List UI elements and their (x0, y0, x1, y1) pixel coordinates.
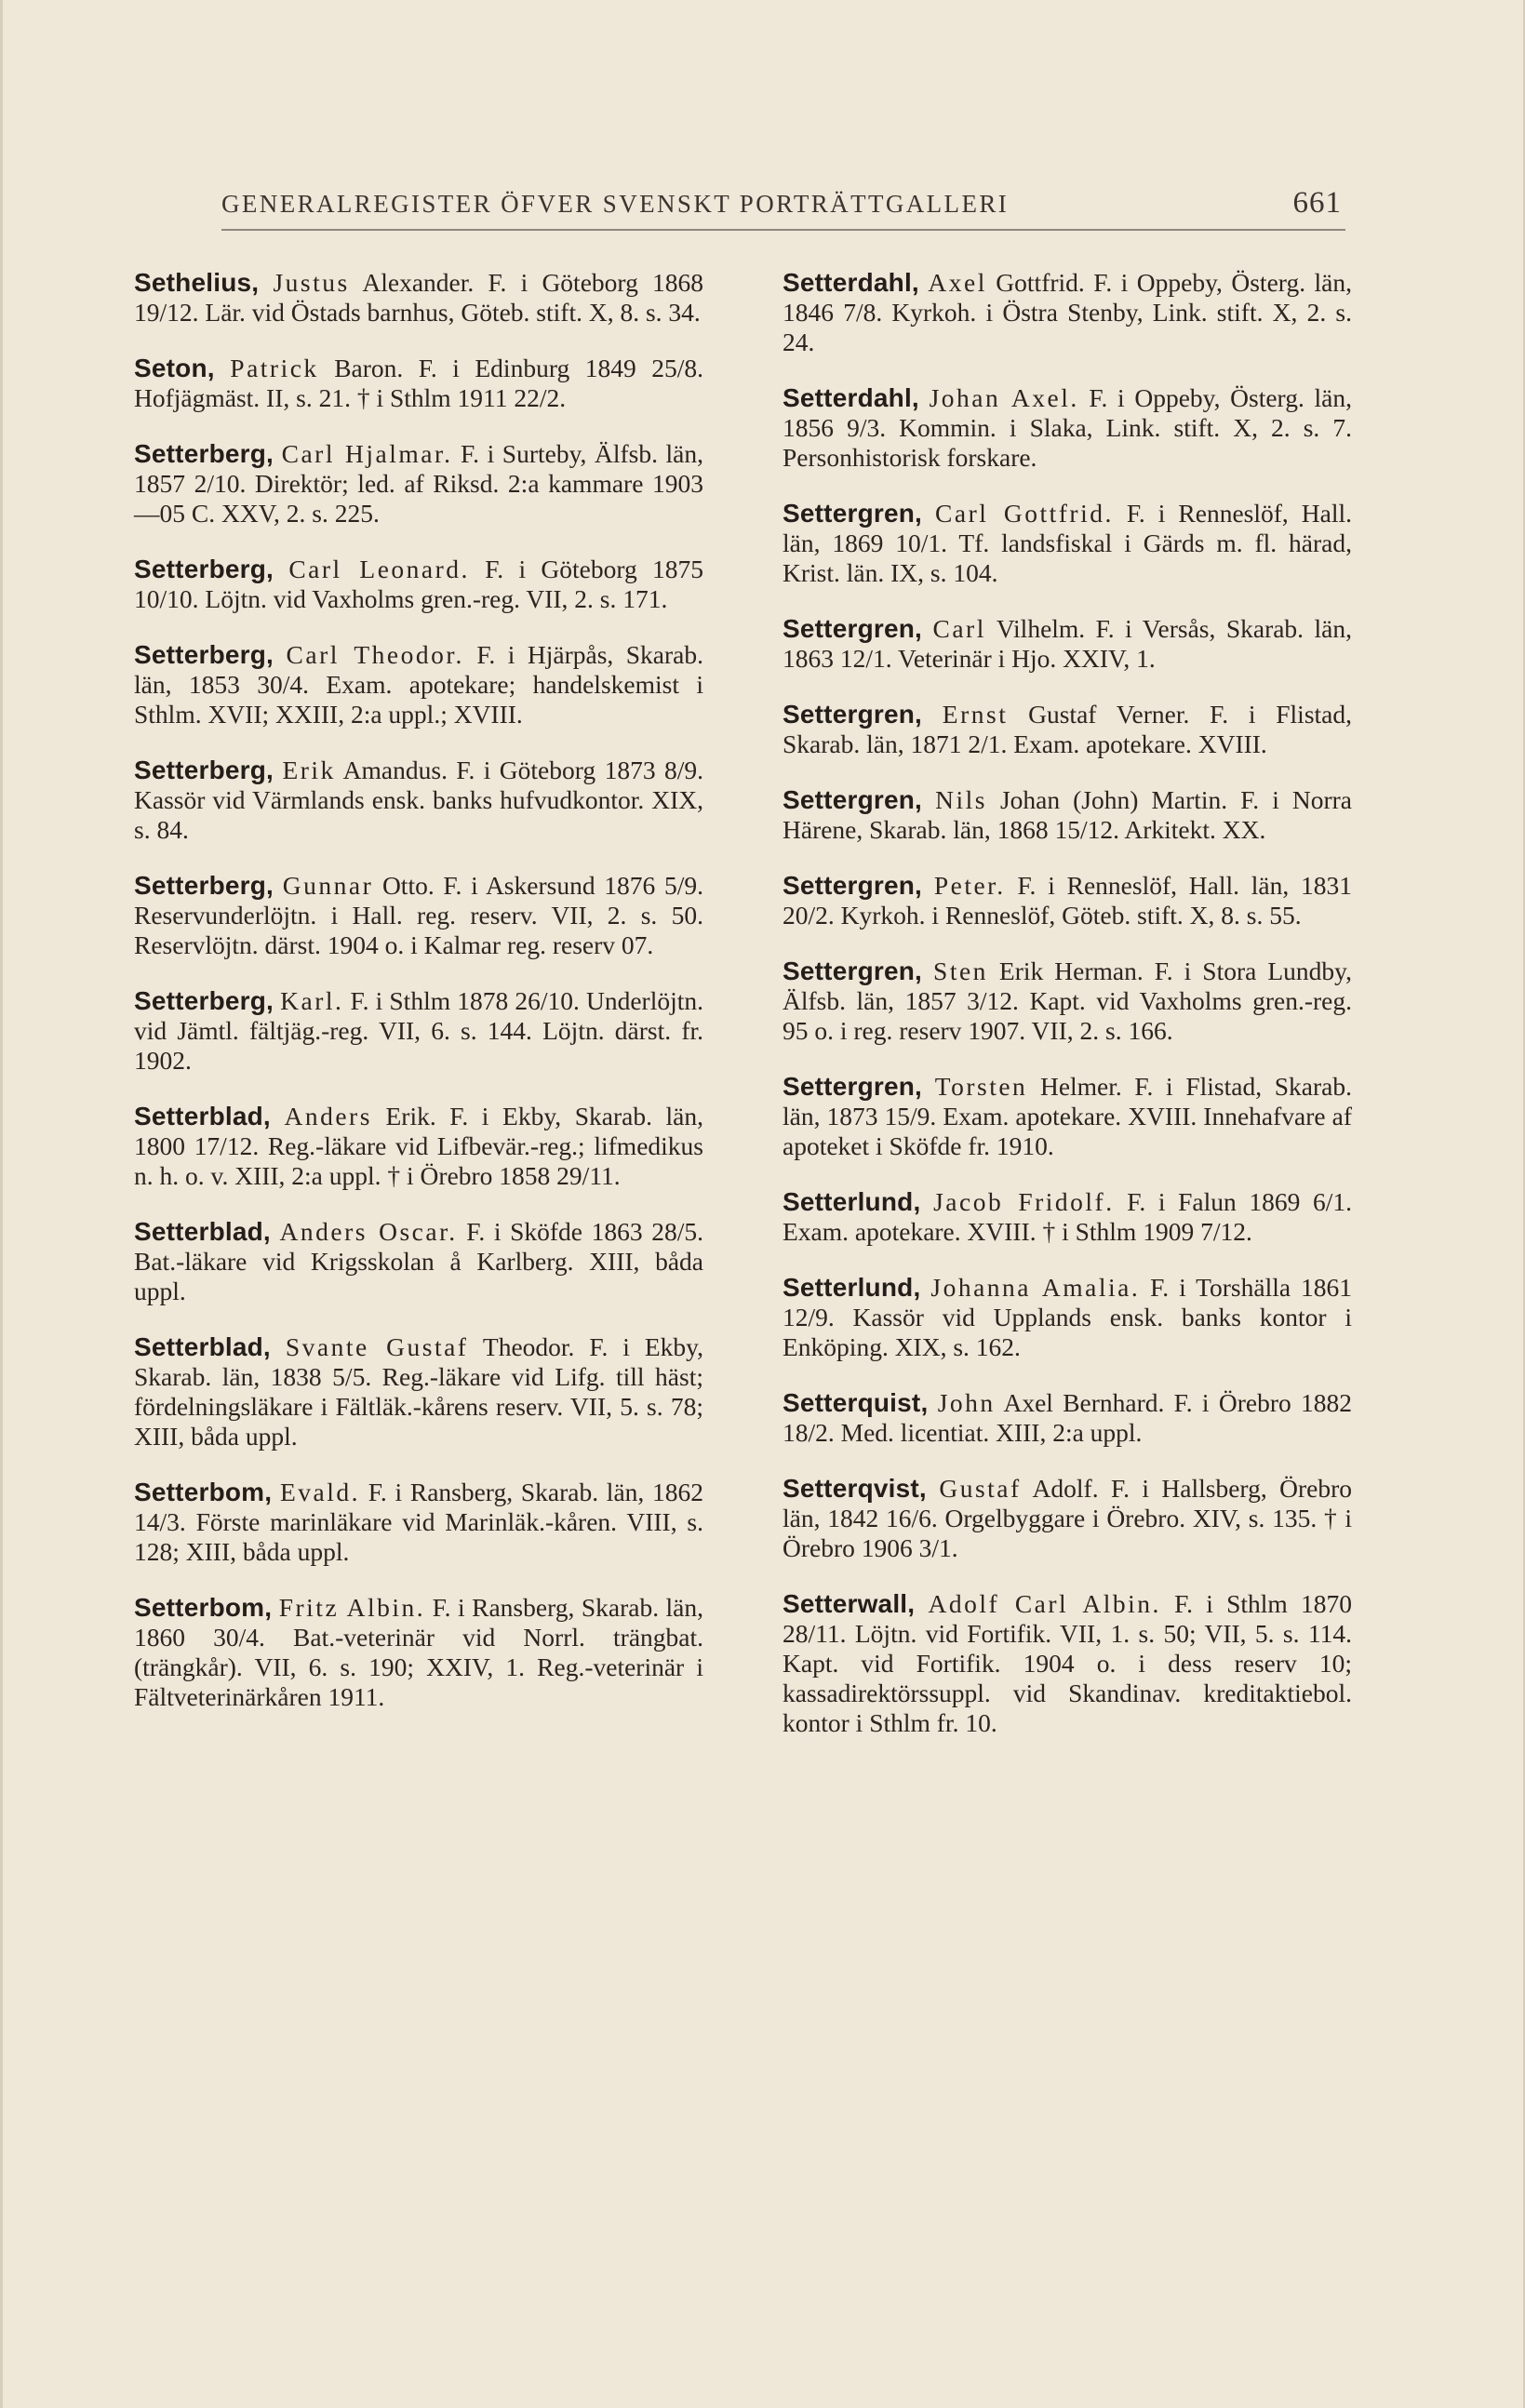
register-entry (783, 1273, 1352, 1362)
entry-text: Baron. F. i Edinburg 1849 25/8. Hofjägmäst. II, s. 21. † i Sthlm 1911 22/2. (134, 354, 704, 412)
entry-given-name: Axel (928, 268, 987, 297)
page-number: 661 (1292, 186, 1342, 220)
entry-surname: Settergren, (783, 871, 923, 900)
entry-given-name: Johan Axel. (929, 383, 1079, 412)
register-entry (783, 871, 1352, 930)
register-entry (783, 383, 1352, 473)
entry-text: F. i Ransberg, Skarab. län, 1862 14/3. Förste marinläkare vid Marinläk.-kåren. VIII, s. 128; XIII, båda uppl. (134, 1478, 704, 1566)
entry-given-name: Carl Theodor. (286, 640, 464, 669)
entry-text: Johan (John) Martin. F. i Norra Härene, Skarab. län, 1868 15/12. Arkitekt. XX. (783, 785, 1353, 844)
entry-given-name: Carl (932, 614, 986, 643)
entry-surname: Setterwall, (783, 1589, 916, 1618)
entry-text: F. i Oppeby, Österg. län, 1856 9/3. Kommin. i Slaka, Link. stift. X, 2. s. 7. Personhistorisk forskare. (783, 383, 1352, 472)
register-entry (134, 1478, 703, 1567)
entry-surname: Settergren, (783, 957, 923, 985)
entry-surname: Settergren, (783, 614, 923, 643)
entry-surname: Setterdahl, (783, 268, 919, 297)
entry-text: F. i Sthlm 1870 28/11. Löjtn. vid Fortifik. VII, 1. s. 50; VII, 5. s. 114. Kapt. vid Fortifik. 1904 o. i dess reserv 10; kassadirektörssuppl. vid Skandinav. kreditaktiebol. kontor i Sthlm fr. 10. (783, 1589, 1352, 1737)
entry-text: Theodor. F. i Ekby, Skarab. län, 1838 5/5. Reg.-läkare vid Lifg. till häst; fördelningsläkare i Fältläk.-kårens reserv. VII, 5. s. 78; XIII, båda uppl. (134, 1332, 703, 1451)
register-entry (134, 871, 703, 960)
entry-surname: Seton, (134, 354, 215, 382)
right-column (783, 268, 1352, 1764)
register-entry (134, 354, 703, 413)
entry-given-name: Anders (284, 1102, 372, 1130)
entry-text: Amandus. F. i Göteborg 1873 8/9. Kassör vid Värmlands ensk. banks hufvudkontor. XIX, s. 84. (134, 756, 703, 844)
entry-given-name: Gunnar (282, 871, 374, 900)
entry-surname: Setterberg, (134, 555, 274, 583)
register-entry (783, 957, 1352, 1046)
entry-text: Otto. F. i Askersund 1876 5/9. Reservunderlöjtn. i Hall. reg. reserv. VII, 2. s. 50. Reservlöjtn. därst. 1904 o. i Kalmar reg. reserv 07. (134, 871, 704, 959)
entry-surname: Settergren, (783, 785, 923, 814)
register-entry (134, 1332, 703, 1451)
entry-surname: Settergren, (783, 499, 923, 528)
entry-text: Gottfrid. F. i Oppeby, Österg. län, 1846 7/8. Kyrkoh. i Östra Stenby, Link. stift. X, 2. s. 24. (783, 268, 1353, 356)
entry-surname: Setterberg, (134, 640, 274, 669)
entry-text: F. i Surteby, Älfsb. län, 1857 2/10. Direktör; led. af Riksd. 2:a kammare 1903—05 C. XXV, 2. s. 225. (134, 439, 704, 528)
register-entry (134, 1217, 703, 1306)
entry-text: Axel Bernhard. F. i Örebro 1882 18/2. Med. licentiat. XIII, 2:a uppl. (783, 1388, 1353, 1447)
register-entry (134, 986, 703, 1076)
entry-surname: Setterberg, (134, 986, 274, 1015)
entry-given-name: Carl Gottfrid. (935, 499, 1114, 528)
entry-given-name: Adolf Carl Albin. (928, 1589, 1161, 1618)
register-entry (783, 785, 1352, 845)
entry-text: Alexander. F. i Göteborg 1868 19/12. Lär. vid Östads barnhus, Göteb. stift. X, 8. s. 34. (134, 268, 704, 327)
register-entry (134, 555, 703, 614)
entry-surname: Setterblad, (134, 1217, 271, 1246)
entry-given-name: Justus (273, 268, 350, 297)
entry-given-name: Torsten (934, 1072, 1028, 1101)
register-entry (134, 1593, 703, 1712)
register-entry (783, 1187, 1352, 1247)
entry-surname: Settergren, (783, 700, 923, 729)
entry-given-name: Johanna Amalia. (930, 1273, 1141, 1302)
register-entry (783, 700, 1352, 759)
register-entry (134, 268, 703, 328)
entry-text: F. i Renneslöf, Hall. län, 1869 10/1. Tf. landsfiskal i Gärds m. fl. härad, Krist. län. IX, s. 104. (783, 499, 1352, 587)
entry-given-name: Ernst (942, 700, 1009, 729)
header-title: GENERALREGISTER ÖFVER SVENSKT PORTRÄTTGALLERI (221, 190, 1010, 218)
entry-text: F. i Hjärpås, Skarab. län, 1853 30/4. Exam. apotekare; handelskemist i Sthlm. XVII; XXIII, 2:a uppl.; XVIII. (134, 640, 703, 729)
entry-given-name: Erik (282, 756, 336, 784)
entry-text: Adolf. F. i Hallsberg, Örebro län, 1842 16/6. Orgelbyggare i Örebro. XIV, s. 135. † i Örebro 1906 3/1. (783, 1474, 1353, 1562)
entry-surname: Setterdahl, (783, 383, 919, 412)
entry-given-name: Nils (935, 785, 987, 814)
register-entry (134, 756, 703, 845)
entry-surname: Settergren, (783, 1072, 923, 1101)
entry-surname: Setterblad, (134, 1332, 271, 1361)
register-entry (783, 1388, 1352, 1448)
entry-given-name: Carl Leonard. (288, 555, 470, 583)
entry-surname: Setterquist, (783, 1388, 929, 1417)
register-entry (783, 1072, 1352, 1161)
entry-text: Gustaf Verner. F. i Flistad, Skarab. län, 1871 2/1. Exam. apotekare. XVIII. (783, 700, 1352, 758)
entry-text: F. i Falun 1869 6/1. Exam. apotekare. XVIII. † i Sthlm 1909 7/12. (783, 1187, 1353, 1246)
entry-surname: Setterberg, (134, 439, 274, 468)
register-entry (783, 1474, 1352, 1563)
entry-surname: Setterberg, (134, 756, 274, 784)
entry-text: F. i Göteborg 1875 10/10. Löjtn. vid Vaxholms gren.-reg. VII, 2. s. 171. (134, 555, 704, 613)
entry-surname: Setterberg, (134, 871, 274, 900)
entry-given-name: Fritz Albin. (278, 1593, 426, 1622)
register-entry (783, 614, 1352, 674)
entry-text: F. i Torshälla 1861 12/9. Kassör vid Upplands ensk. banks kontor i Enköping. XIX, s. 162. (783, 1273, 1353, 1361)
entry-text: Vilhelm. F. i Versås, Skarab. län, 1863 12/1. Veterinär i Hjo. XXIV, 1. (783, 614, 1352, 673)
register-entry (134, 640, 703, 729)
register-entry (783, 268, 1352, 357)
entry-surname: Setterbom, (134, 1478, 273, 1506)
entry-text: F. i Sköfde 1863 28/5. Bat.-läkare vid Krigsskolan å Karlberg. XIII, båda uppl. (134, 1217, 704, 1305)
entry-given-name: Evald. (280, 1478, 361, 1506)
entry-given-name: Jacob Fridolf. (933, 1187, 1115, 1216)
entry-text: F. i Ransberg, Skarab. län, 1860 30/4. Bat.-veterinär vid Norrl. trängbat. (trängkår). VII, 6. s. 190; XXIV, 1. Reg.-veterinär i Fältveterinärkåren 1911. (134, 1593, 704, 1711)
running-header (221, 186, 1347, 233)
entry-given-name: Peter. (933, 871, 1006, 900)
entry-surname: Sethelius, (134, 268, 260, 297)
left-column (134, 268, 703, 1738)
register-entry (783, 1589, 1352, 1738)
register-entry (783, 499, 1352, 588)
register-entry (134, 1102, 703, 1191)
entry-text: F. i Renneslöf, Hall. län, 1831 20/2. Kyrkoh. i Renneslöf, Göteb. stift. X, 8. s. 55. (783, 871, 1353, 930)
entry-surname: Setterlund, (783, 1273, 921, 1302)
entry-given-name: Carl Hjalmar. (281, 439, 453, 468)
entry-given-name: Sten (933, 957, 988, 985)
register-entry (134, 439, 703, 528)
entry-given-name: Svante Gustaf (285, 1332, 469, 1361)
entry-surname: Setterlund, (783, 1187, 921, 1216)
entry-text: Erik Herman. F. i Stora Lundby, Älfsb. län, 1857 3/12. Kapt. vid Vaxholms gren.-reg. 95 o. i reg. reserv 1907. VII, 2. s. 166. (783, 957, 1352, 1045)
entry-given-name: Patrick (230, 354, 319, 382)
entry-surname: Setterbom, (134, 1593, 273, 1622)
entry-given-name: Karl. (280, 986, 344, 1015)
entry-text: Helmer. F. i Flistad, Skarab. län, 1873 15/9. Exam. apotekare. XVIII. Innehafvare af apoteket i Sköfde fr. 1910. (783, 1072, 1353, 1160)
entry-text: F. i Sthlm 1878 26/10. Underlöjtn. vid Jämtl. fältjäg.-reg. VII, 6. s. 144. Löjtn. därst. fr. 1902. (134, 986, 704, 1075)
entry-surname: Setterblad, (134, 1102, 271, 1130)
entry-given-name: Anders Oscar. (279, 1217, 458, 1246)
header-rule (221, 229, 1345, 231)
entry-surname: Setterqvist, (783, 1474, 927, 1503)
entry-given-name: John (937, 1388, 996, 1417)
entry-given-name: Gustaf (939, 1474, 1022, 1503)
entry-text: Erik. F. i Ekby, Skarab. län, 1800 17/12. Reg.-läkare vid Lifbevär.-reg.; lifmedikus n. h. o. v. XIII, 2:a uppl. † i Örebro 1858 29/11. (134, 1102, 703, 1190)
